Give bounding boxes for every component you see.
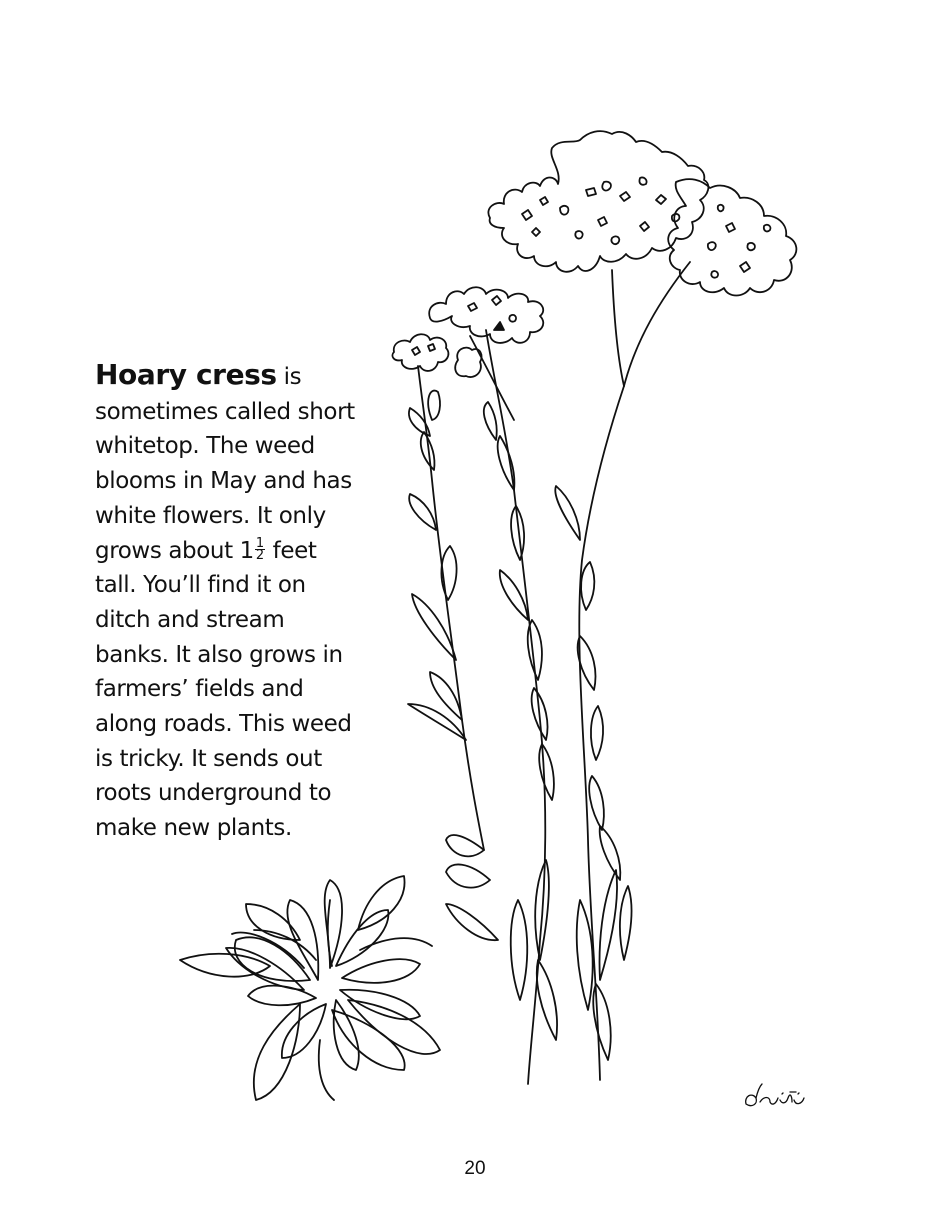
text-line-6: grows about 1 $\frac{1}{2}$ feet — [95, 535, 317, 564]
text-line-5: white flowers. It only — [95, 502, 326, 529]
rosette-leaves — [180, 876, 440, 1100]
text-line-11: along roads. This weed — [95, 711, 352, 738]
text-line-8: ditch and stream — [95, 606, 285, 633]
stem-leaves — [408, 391, 620, 880]
text-line-1: Hoary cress is — [95, 358, 302, 391]
half-fraction: $\frac{1}{2}$ — [255, 535, 264, 563]
flower-cluster-small — [392, 334, 448, 371]
flower-cluster-large — [488, 131, 796, 295]
text-line-2: sometimes called short — [95, 398, 355, 425]
plant-name: Hoary cress — [95, 358, 277, 391]
page-number: 20 — [464, 1158, 486, 1179]
text-line-13: roots underground to — [95, 780, 332, 807]
text-line-9: banks. It also grows in — [95, 641, 343, 668]
text-line-7: tall. You’ll find it on — [95, 572, 306, 599]
text-line-10: farmers’ fields and — [95, 676, 304, 703]
text-line-12: is tricky. It sends out — [95, 745, 322, 772]
plant-stems — [418, 262, 690, 1084]
artist-signature — [746, 1084, 804, 1106]
text-line-4: blooms in May and has — [95, 468, 352, 495]
text-line-3: whitetop. The weed — [95, 433, 315, 460]
text-line-14: make new plants. — [95, 815, 292, 842]
